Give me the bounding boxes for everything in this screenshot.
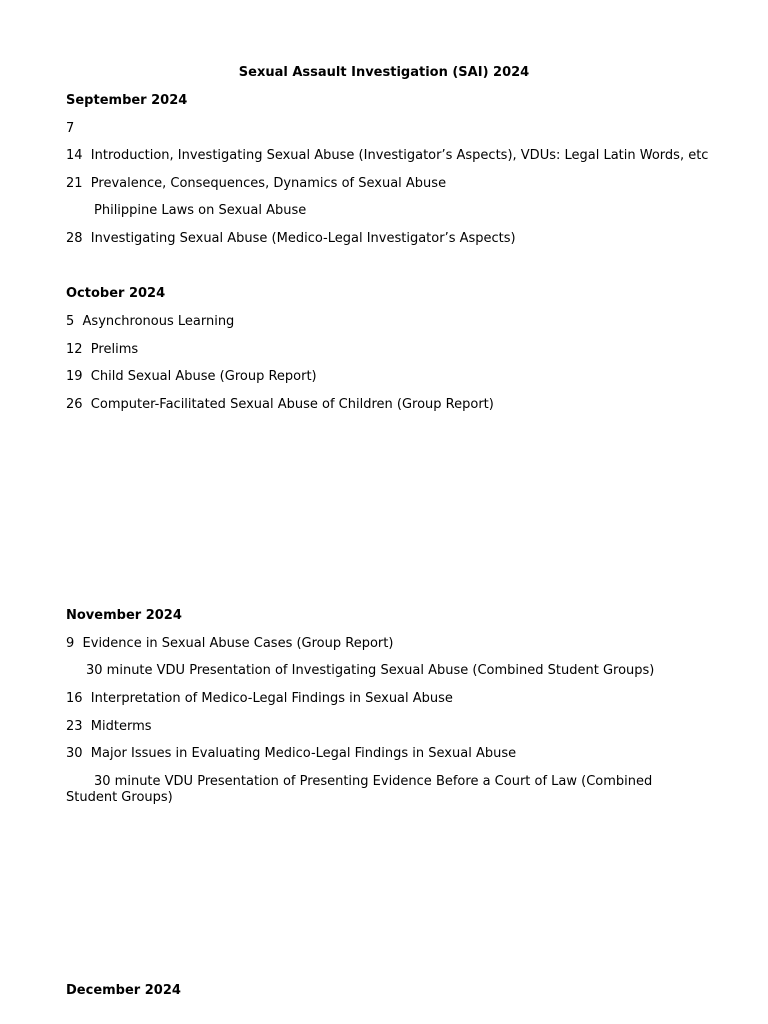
schedule-entry: 21 Prevalence, Consequences, Dynamics of Sexual Abuse <box>66 176 447 191</box>
schedule-entry: 19 Child Sexual Abuse (Group Report) <box>66 369 317 384</box>
schedule-entry: 28 Investigating Sexual Abuse (Medico-Legal Investigator’s Aspects) <box>66 231 516 246</box>
schedule-entry: 23 Midterms <box>66 719 152 734</box>
document-title: Sexual Assault Investigation (SAI) 2024 <box>238 65 530 80</box>
month-heading-december: December 2024 <box>66 983 181 998</box>
month-heading-september: September 2024 <box>66 93 188 108</box>
schedule-entry-subline: Philippine Laws on Sexual Abuse <box>94 203 307 218</box>
month-heading-october: October 2024 <box>66 286 166 301</box>
schedule-entry: 14 Introduction, Investigating Sexual Abuse (Investigator’s Aspects), VDUs: Legal Latin Words, etc <box>66 148 709 163</box>
schedule-entry: 26 Computer-Facilitated Sexual Abuse of Children (Group Report) <box>66 397 494 412</box>
month-heading-november: November 2024 <box>66 608 182 623</box>
schedule-entry: 9 Evidence in Sexual Abuse Cases (Group Report) <box>66 636 394 651</box>
schedule-entry-subline: 30 minute VDU Presentation of Presenting Evidence Before a Court of Law (Combined Student Groups) <box>66 774 657 805</box>
schedule-entry: 7 <box>66 121 75 136</box>
schedule-entry: 12 Prelims <box>66 342 139 357</box>
schedule-entry: 30 Major Issues in Evaluating Medico-Legal Findings in Sexual Abuse <box>66 746 517 761</box>
schedule-entry-subline: 30 minute VDU Presentation of Investigating Sexual Abuse (Combined Student Groups) <box>86 663 655 678</box>
schedule-entry: 16 Interpretation of Medico-Legal Findings in Sexual Abuse <box>66 691 453 706</box>
schedule-entry: 5 Asynchronous Learning <box>66 314 235 329</box>
